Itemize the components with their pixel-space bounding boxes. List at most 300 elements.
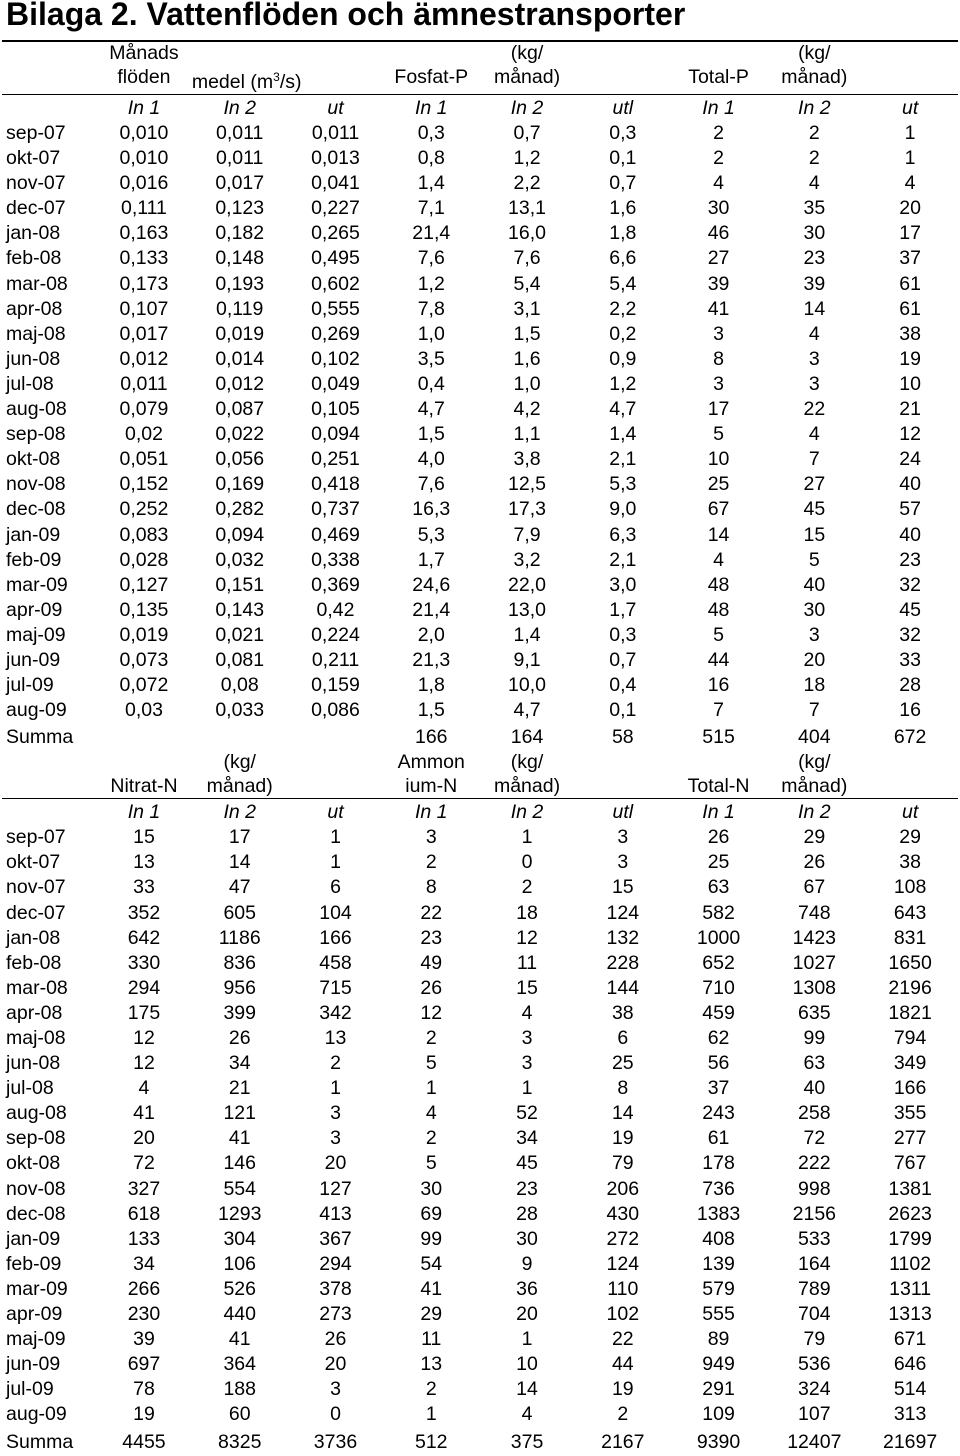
table-cell: 1,2 <box>417 272 445 295</box>
table-cell: 0,010 <box>119 122 169 144</box>
row-label: okt-08 <box>6 448 61 471</box>
column-header: månad) <box>479 65 575 95</box>
table-cell: 0,105 <box>311 398 360 421</box>
table-cell: 27 <box>803 473 826 496</box>
table-cell: 0,127 <box>119 573 169 596</box>
table-row <box>2 1001 958 1026</box>
table-cell: 3 <box>521 1027 533 1049</box>
table-cell: 16 <box>707 674 730 697</box>
table-cell: 23 <box>516 1177 538 1200</box>
table-cell: 60 <box>228 1403 251 1426</box>
section1-header-top <box>2 41 958 65</box>
row-label: okt-07 <box>6 147 61 170</box>
table-cell: 21 <box>899 398 921 421</box>
sum-cell: 8325 <box>218 1430 262 1453</box>
table-cell: 38 <box>611 1001 634 1024</box>
row-label: dec-08 <box>6 498 66 521</box>
column-subheader: In 2 <box>798 801 831 824</box>
table-cell: 272 <box>606 1227 640 1250</box>
table-cell: 266 <box>127 1277 161 1300</box>
table-cell: 0,469 <box>311 523 360 546</box>
table-cell: 102 <box>606 1303 640 1326</box>
table-cell: 0,265 <box>311 222 360 245</box>
table-cell: 794 <box>893 1027 927 1049</box>
row-label: feb-08 <box>6 247 62 270</box>
table-cell: 0,086 <box>311 699 360 722</box>
table-cell: 2 <box>425 1378 437 1401</box>
table-cell: 2 <box>808 147 820 170</box>
table-cell: 1,2 <box>513 147 541 170</box>
table-cell: 0,182 <box>215 222 265 245</box>
table-row <box>2 926 958 951</box>
column-subheader: In 1 <box>702 801 735 824</box>
row-label: apr-08 <box>6 1001 63 1024</box>
table-cell: 41 <box>228 1127 251 1150</box>
table-cell: 7,6 <box>417 247 445 270</box>
table-cell: 56 <box>707 1052 730 1075</box>
column-header <box>862 65 958 95</box>
table-cell: 99 <box>420 1227 443 1250</box>
table-cell: 514 <box>893 1378 927 1401</box>
table-row <box>2 1352 958 1377</box>
table-cell: 1821 <box>888 1001 932 1024</box>
column-subheader: In 2 <box>798 97 831 119</box>
table-cell: 0,102 <box>311 347 360 370</box>
column-subheader: In 2 <box>510 801 544 824</box>
table-cell: 555 <box>702 1303 735 1326</box>
table-cell: 671 <box>893 1328 927 1351</box>
table-cell: 704 <box>798 1303 831 1326</box>
table-cell: 7,8 <box>417 297 445 320</box>
table-cell: 28 <box>516 1202 538 1225</box>
table-cell: 14 <box>803 297 826 320</box>
table-cell: 2623 <box>888 1202 932 1225</box>
table-cell: 78 <box>133 1378 155 1401</box>
table-row <box>2 1202 958 1227</box>
table-cell: 1,6 <box>609 197 637 220</box>
table-cell: 12 <box>133 1052 155 1075</box>
table-cell: 554 <box>223 1177 256 1200</box>
table-cell: 21,4 <box>412 598 451 621</box>
table-cell: 7,6 <box>513 247 541 270</box>
table-body <box>2 41 958 1456</box>
table-row <box>2 297 958 322</box>
table-cell: 41 <box>420 1277 443 1300</box>
column-subheader: In 1 <box>127 97 161 119</box>
table-row <box>2 372 958 397</box>
table-cell: 4 <box>904 172 916 195</box>
table-cell: 0,011 <box>216 122 264 144</box>
table-cell: 342 <box>319 1001 352 1024</box>
table-cell: 3 <box>808 347 820 370</box>
table-cell: 0,051 <box>119 448 169 471</box>
table-cell: 349 <box>893 1052 927 1075</box>
column-header: Nitrat-N <box>96 774 192 799</box>
table-cell: 327 <box>127 1177 161 1200</box>
column-header: (kg/ <box>223 751 256 774</box>
table-cell: 12 <box>420 1001 443 1024</box>
table-cell: 3,2 <box>513 548 541 571</box>
header-corner <box>2 65 96 95</box>
sum-cell: 4455 <box>122 1430 166 1453</box>
table-row <box>2 221 958 246</box>
table-cell: 998 <box>798 1177 831 1200</box>
sum-cell: 12407 <box>787 1430 842 1453</box>
column-header <box>192 41 288 65</box>
table-cell: 1 <box>425 1077 437 1100</box>
column-subheader: In 2 <box>510 97 544 119</box>
header-corner <box>2 774 96 799</box>
table-cell: 2 <box>521 876 533 899</box>
section2-header-top <box>2 751 958 774</box>
row-label: jun-09 <box>6 1353 61 1376</box>
table-cell: 17 <box>707 398 730 421</box>
row-label: jul-09 <box>6 674 54 697</box>
table-cell: 4,7 <box>417 398 445 421</box>
table-cell: 61 <box>899 297 921 320</box>
table-cell: 0,193 <box>215 272 265 295</box>
table-cell: 3 <box>808 623 820 646</box>
sum-cell <box>192 723 288 751</box>
table-cell: 19 <box>611 1127 634 1150</box>
table-cell: 6 <box>617 1027 629 1049</box>
table-cell: 0,087 <box>215 398 265 421</box>
table-cell: 0,495 <box>311 247 360 270</box>
table-cell: 20 <box>324 1353 347 1376</box>
table-cell: 54 <box>420 1252 443 1275</box>
table-cell: 14 <box>707 523 730 546</box>
table-cell: 0,8 <box>417 147 445 170</box>
table-row <box>2 322 958 347</box>
table-cell: 4,2 <box>513 398 541 421</box>
table-cell: 533 <box>798 1227 831 1250</box>
sum-cell: 515 <box>702 726 735 749</box>
sum-label: Summa <box>6 1430 74 1453</box>
table-cell: 20 <box>899 197 921 220</box>
table-cell: 12,5 <box>508 473 546 496</box>
table-cell: 364 <box>223 1353 256 1376</box>
section1-header-bottom <box>2 65 958 95</box>
row-label: okt-07 <box>6 851 61 874</box>
table-cell: 30 <box>516 1227 538 1250</box>
column-header-superscript: 3 <box>273 70 280 84</box>
row-label: jul-08 <box>6 1077 54 1100</box>
table-cell: 378 <box>319 1277 352 1300</box>
column-header: (kg/ <box>798 751 831 774</box>
table-row <box>2 673 958 698</box>
table-cell: 5 <box>713 623 724 646</box>
table-cell: 0,602 <box>311 272 360 295</box>
table-cell: 222 <box>798 1152 831 1175</box>
table-cell: 8 <box>617 1077 629 1100</box>
column-subheader: In 1 <box>414 97 448 119</box>
table-cell: 4 <box>808 423 820 446</box>
table-cell: 48 <box>707 573 730 596</box>
row-label: mar-08 <box>6 976 68 999</box>
table-cell: 14 <box>228 851 251 874</box>
table-cell: 2196 <box>888 976 932 999</box>
table-row <box>2 1101 958 1126</box>
table-cell: 110 <box>607 1277 639 1300</box>
table-cell: 10 <box>707 448 730 471</box>
column-header <box>575 774 671 799</box>
table-row <box>2 196 958 221</box>
table-cell: 0,017 <box>119 322 169 345</box>
table-cell: 0,151 <box>215 573 265 596</box>
table-cell: 22 <box>611 1328 634 1351</box>
table-cell: 1308 <box>792 976 837 999</box>
table-cell: 9 <box>521 1252 533 1275</box>
table-cell: 1,4 <box>417 172 445 195</box>
column-header <box>383 41 479 65</box>
table-cell: 206 <box>606 1177 640 1200</box>
table-cell: 5,3 <box>609 473 637 496</box>
table-cell: 2,2 <box>513 172 541 195</box>
row-label: dec-07 <box>6 901 66 924</box>
table-cell: 4,7 <box>513 699 541 722</box>
table-cell: 0,173 <box>119 272 169 295</box>
table-cell: 3 <box>808 372 820 395</box>
table-cell: 9,0 <box>609 498 637 521</box>
header-corner <box>2 751 96 774</box>
table-cell: 0,107 <box>119 297 169 320</box>
column-subheader: ut <box>327 801 344 824</box>
row-label: aug-08 <box>6 398 67 421</box>
row-label: okt-08 <box>6 1152 61 1175</box>
sum-cell: 166 <box>414 726 448 749</box>
table-cell: 52 <box>516 1102 538 1125</box>
sum-cell: 2167 <box>601 1430 645 1453</box>
table-cell: 9,1 <box>513 648 541 671</box>
table-row <box>2 121 958 146</box>
sum-cell: 21697 <box>882 1430 938 1453</box>
table-cell: 0,169 <box>215 473 265 496</box>
table-cell: 40 <box>899 523 921 546</box>
table-cell: 106 <box>223 1252 256 1275</box>
column-header: månad) <box>766 774 862 799</box>
table-cell: 178 <box>702 1152 735 1175</box>
table-cell: 1,6 <box>513 347 541 370</box>
table-cell: 5 <box>425 1152 437 1175</box>
table-cell: 2 <box>425 1027 437 1049</box>
table-cell: 0,224 <box>311 623 360 646</box>
table-cell: 16,3 <box>412 498 451 521</box>
table-cell: 38 <box>899 851 921 874</box>
table-cell: 0,251 <box>311 448 360 471</box>
table-cell: 0,011 <box>311 122 360 144</box>
sum-cell: 58 <box>611 726 634 749</box>
table-cell: 166 <box>319 926 352 949</box>
row-label: feb-09 <box>6 548 62 571</box>
table-row <box>2 171 958 196</box>
table-cell: 0,135 <box>119 598 169 621</box>
table-cell: 0,014 <box>215 347 265 370</box>
table-cell: 0,081 <box>215 648 265 671</box>
table-cell: 67 <box>707 498 730 521</box>
table-cell: 72 <box>133 1152 155 1175</box>
table-cell: 41 <box>228 1328 251 1351</box>
table-cell: 28 <box>899 674 921 697</box>
table-cell: 1,7 <box>609 598 637 621</box>
table-cell: 367 <box>319 1227 352 1250</box>
column-subheader: ut <box>327 97 344 119</box>
table-cell: 0,056 <box>215 448 265 471</box>
table-cell: 836 <box>223 951 256 974</box>
column-header <box>575 65 671 95</box>
table-cell: 45 <box>803 498 826 521</box>
table-row <box>2 1126 958 1151</box>
table-cell: 313 <box>893 1403 927 1426</box>
table-cell: 121 <box>223 1102 256 1125</box>
table-cell: 1,7 <box>417 548 445 571</box>
table-cell: 1,4 <box>609 423 637 446</box>
row-label: nov-08 <box>6 473 66 496</box>
sum-cell: 672 <box>893 726 927 749</box>
table-cell: 79 <box>611 1152 634 1175</box>
table-row <box>2 548 958 573</box>
table-cell: 1,0 <box>417 322 445 345</box>
column-header <box>288 41 384 65</box>
table-cell: 5,4 <box>513 272 541 295</box>
table-cell: 294 <box>127 976 161 999</box>
row-label: nov-07 <box>6 876 66 899</box>
sum-cell <box>96 723 192 751</box>
table-cell: 789 <box>798 1277 831 1300</box>
table-cell: 12 <box>899 423 921 446</box>
column-header <box>671 751 767 774</box>
table-cell: 5 <box>713 423 724 446</box>
table-cell: 3 <box>713 372 724 395</box>
section1-sum-row <box>2 723 958 751</box>
row-label: sep-08 <box>6 423 66 446</box>
table-cell: 697 <box>127 1353 161 1376</box>
table-cell: 26 <box>420 976 443 999</box>
table-cell: 0,072 <box>119 674 169 697</box>
table-cell: 710 <box>702 976 735 999</box>
column-header: månad) <box>192 774 288 799</box>
table-cell: 0,079 <box>119 398 169 421</box>
table-cell: 0,02 <box>124 423 163 446</box>
table-cell: 4,7 <box>609 398 637 421</box>
table-cell: 3 <box>521 1052 533 1075</box>
table-cell: 748 <box>798 901 831 924</box>
table-cell: 107 <box>798 1403 831 1426</box>
table-cell: 1 <box>330 851 341 874</box>
table-cell: 1,4 <box>513 623 541 646</box>
table-row <box>2 1302 958 1327</box>
table-cell: 3 <box>713 322 724 345</box>
table-cell: 3 <box>425 826 437 849</box>
table-cell: 304 <box>223 1227 256 1250</box>
row-label: feb-08 <box>6 951 62 974</box>
table-cell: 108 <box>893 876 927 899</box>
table-row <box>2 1026 958 1051</box>
column-header <box>575 751 671 774</box>
table-cell: 26 <box>707 826 730 849</box>
table-cell: 41 <box>133 1102 155 1125</box>
table-cell: 2 <box>425 1127 437 1150</box>
table-cell: 22,0 <box>508 573 546 596</box>
table-cell: 0,011 <box>120 372 168 395</box>
table-cell: 132 <box>606 926 640 949</box>
column-subheader: In 1 <box>414 801 448 824</box>
column-header <box>575 41 671 65</box>
sum-cell: 164 <box>510 726 544 749</box>
row-label: jul-08 <box>6 372 54 395</box>
table-cell: 13 <box>420 1353 443 1376</box>
table-cell: 0,133 <box>119 247 169 270</box>
table-cell: 17 <box>899 222 921 245</box>
table-cell: 1,5 <box>417 699 445 722</box>
table-cell: 166 <box>893 1077 927 1100</box>
row-label: jan-08 <box>6 222 61 245</box>
table-cell: 39 <box>133 1328 155 1351</box>
column-header-text: /s) <box>279 71 302 93</box>
row-label: maj-08 <box>6 322 66 345</box>
table-cell: 144 <box>606 976 640 999</box>
table-cell: 2,1 <box>609 448 637 471</box>
column-header <box>862 41 958 65</box>
table-cell: 3 <box>330 1102 341 1125</box>
table-cell: 30 <box>420 1177 443 1200</box>
table-cell: 291 <box>702 1378 735 1401</box>
table-cell: 0,041 <box>311 172 360 195</box>
row-label: mar-08 <box>6 272 68 295</box>
table-cell: 0,073 <box>119 648 169 671</box>
table-cell: 11 <box>516 951 538 974</box>
table-cell: 5 <box>808 548 820 571</box>
table-cell: 0,7 <box>609 648 637 671</box>
table-cell: 243 <box>702 1102 735 1125</box>
column-subheader: In 2 <box>223 801 256 824</box>
row-label: maj-09 <box>6 1328 66 1351</box>
column-header <box>862 751 958 774</box>
table-cell: 36 <box>516 1277 538 1300</box>
table-cell: 0,3 <box>609 122 637 144</box>
table-row <box>2 825 958 850</box>
table-cell: 16 <box>899 699 921 722</box>
table-cell: 7 <box>808 448 820 471</box>
table-row <box>2 698 958 723</box>
table-cell: 0,143 <box>215 598 265 621</box>
table-cell: 1381 <box>888 1177 932 1200</box>
table-cell: 0,338 <box>311 548 360 571</box>
table-cell: 0,369 <box>311 573 360 596</box>
table-cell: 139 <box>702 1252 735 1275</box>
table-cell: 1186 <box>218 926 261 949</box>
row-label: apr-08 <box>6 297 63 320</box>
table-cell: 2,1 <box>609 548 637 571</box>
row-label: mar-09 <box>6 573 68 596</box>
table-cell: 20 <box>324 1152 347 1175</box>
table-cell: 39 <box>707 272 730 295</box>
table-cell: 408 <box>702 1227 735 1250</box>
column-header <box>862 774 958 799</box>
page-title: Bilaga 2. Vattenflöden och ämnestransporter <box>6 0 686 32</box>
table-cell: 7,9 <box>513 523 541 546</box>
table-cell: 6,3 <box>609 523 637 546</box>
table-cell: 34 <box>516 1127 538 1150</box>
table-cell: 2 <box>617 1403 629 1426</box>
table-cell: 1311 <box>889 1277 932 1300</box>
table-cell: 2156 <box>792 1202 837 1225</box>
table-row <box>2 1277 958 1302</box>
table-cell: 1313 <box>888 1303 932 1326</box>
table-cell: 3,1 <box>513 297 541 320</box>
sum-cell: 375 <box>510 1430 544 1453</box>
table-cell: 15 <box>516 976 538 999</box>
table-cell: 579 <box>702 1277 735 1300</box>
